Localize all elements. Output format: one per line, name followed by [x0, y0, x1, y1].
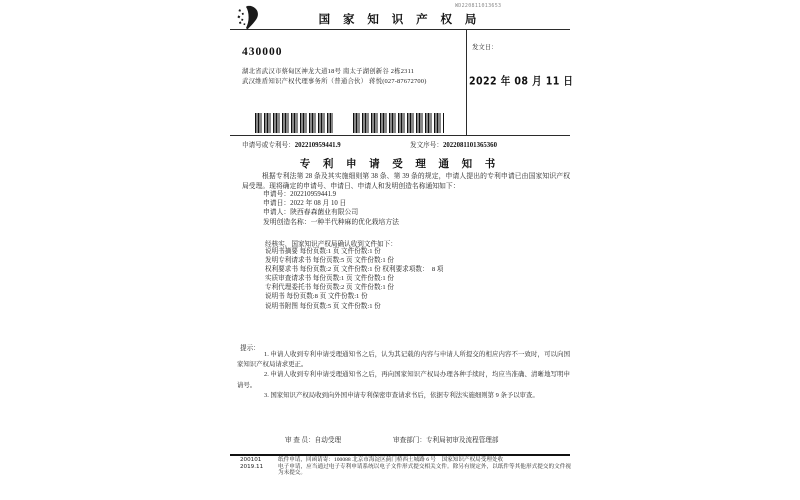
serial-number-barcode: [353, 113, 444, 133]
application-number-value: 202210959441.9: [294, 142, 341, 149]
examiner-label: 审 查 员：: [285, 437, 315, 444]
examiner-value: 自动受理: [314, 437, 342, 444]
document-line: 说明书 每份页数:8 页 文件份数:1 份: [265, 293, 368, 301]
footer-text: 纸件申请，回函请寄：100088 北京市海淀区蓟门桥西土城路 6 号 国家知识产权局受理处收: [278, 457, 504, 463]
received-documents-list: [265, 247, 443, 311]
document-line: 权利要求书 每份页数:2 页 文件份数:1 份 权利要求项数： 8 项: [265, 266, 444, 274]
dispatch-date-label: 发文日：: [472, 44, 498, 51]
document-line: 发明专利请求书 每份页数:5 页 文件份数:1 份: [265, 257, 394, 265]
serial-number-value: 2022081101365360: [442, 142, 497, 149]
field-invention-title: 发明创造名称：一种半代种麻的优化栽培方法: [263, 218, 399, 226]
notes-title: 提示：: [240, 345, 260, 352]
document-title: 专 利 申 请 受 理 通 知 书: [299, 159, 501, 170]
header-rule: [230, 29, 570, 30]
field-application-date: 申请日：2022 年 08 月 10 日: [263, 200, 347, 208]
department-line: [393, 434, 499, 444]
footer-code: 2019.11: [240, 464, 264, 470]
document-line: 说明书摘要 每份页数:1 页 文件份数:1 份: [265, 248, 381, 255]
footer-code: 200101: [240, 457, 262, 463]
note-item: 2. 申请人收到专利申请受理通知书之后，再向国家知识产权局办理各种手续时，均应当准确、清晰地写明申请号。: [237, 371, 570, 389]
notes-list: [237, 350, 570, 401]
intro-paragraph: 根据专利法第 28 条及其实施细则第 38 条、第 39 条的规定，申请人提出的专利申请已由国家知识产权局受理。现将确定的申请号、申请日、申请人和发明创造名称通知如下：: [242, 173, 570, 190]
recipient-address: 湖北省武汉市蔡甸区神龙大道18号 南太子湖创新谷 2栋2311: [242, 68, 415, 75]
application-fields: [263, 190, 399, 227]
postal-code: 430000: [242, 46, 283, 58]
document-line: 实质审查请求书 每份页数:1 页 文件份数:1 份: [265, 275, 394, 283]
micro-code: WD220811013653: [455, 3, 502, 9]
footer-rule: [230, 454, 570, 456]
receipt-intro: 经核实，国家知识产权局确认收到文件如下：: [265, 241, 397, 248]
org-title: 国 家 知 识 产 权 局: [318, 14, 482, 26]
footer-text: 电子申请，应当通过电子专利申请系统以电子文件形式提交相关文件。除另有规定外，以纸件等其他形式提交的文件视为未提交。: [278, 464, 571, 477]
department-value: 专利局初审及流程管理部: [425, 437, 499, 444]
application-number-barcode: [255, 113, 333, 133]
document-line: 专利代理委托书 每份页数:2 页 文件份数:1 份: [265, 284, 394, 292]
note-item: 3. 国家知识产权局收到向外国申请专利保密审查请求书后，依据专利法实施细则第 9 条予以审查。: [264, 391, 539, 399]
examiner-line: [285, 434, 341, 444]
application-number-label: 申请号或专利号：: [242, 142, 295, 149]
document-line: 说明书附图 每份页数:5 页 文件份数:1 份: [265, 302, 381, 310]
dispatch-date-stamp: 2022 年 08 月 11 日: [469, 75, 574, 89]
note-item: 1. 申请人收到专利申请受理通知书之后，认为其记载的内容与申请人所提交的相应内容不一致时，可以向国家知识产权局请求更正。: [237, 351, 570, 369]
serial-number-label: 发文序号：: [410, 142, 443, 149]
department-label: 审查部门：: [393, 437, 426, 444]
field-application-number: 申请号：202210959441.9: [263, 191, 337, 198]
recipient-agency: 武汉维盾知识产权代理事务所（普通合伙） 蒋悦(027-87672700): [242, 78, 427, 85]
serial-number-line: [410, 139, 497, 149]
application-number-line: [242, 139, 341, 149]
dispatch-box-divider: [466, 29, 467, 136]
field-applicant: 申请人：陕西春森菌业有限公司: [263, 209, 359, 217]
address-box-rule: [230, 135, 570, 136]
